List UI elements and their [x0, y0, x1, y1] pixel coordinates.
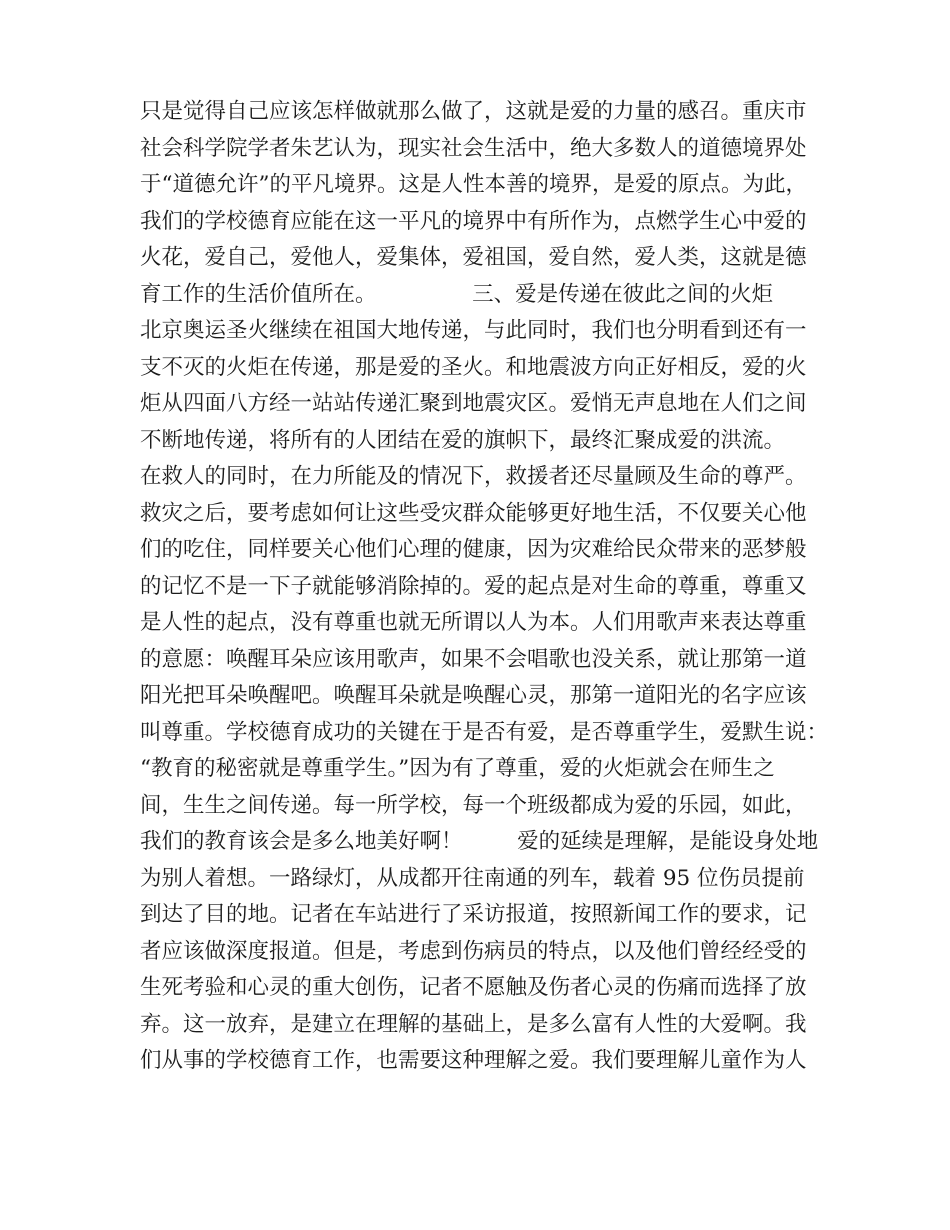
text-line: 于“道德允许”的平凡境界。这是人性本善的境界，是爱的原点。为此，	[140, 172, 807, 197]
text-line: 们从事的学校德育工作，也需要这种理解之爱。我们要理解儿童作为人	[140, 1048, 807, 1073]
text-line: 火花，爱自己，爱他人，爱集体，爱祖国，爱自然，爱人类，这就是德	[140, 245, 807, 270]
text-line: 救灾之后，要考虑如何让这些受灾群众能够更好地生活，不仅要关心他	[140, 500, 807, 526]
text-line: 育工作的生活价值所在。 三、爱是传递在彼此之间的火炬	[140, 281, 774, 307]
text-line: 的记忆不是一下子就能够消除掉的。爱的起点是对生命的尊重，尊重又	[140, 573, 807, 599]
text-line: 我们的学校德育应能在这一平凡的境界中有所作为，点燃学生心中爱的	[140, 208, 807, 234]
text-line: 叫尊重。学校德育成功的关键在于是否有爱，是否尊重学生，爱默生说：	[140, 719, 829, 745]
text-line: 者应该做深度报道。但是，考虑到伤病员的特点，以及他们曾经经受的	[140, 938, 807, 964]
text-line: 我们的教育该会是多么地美好啊！ 爱的延续是理解，是能设身处地	[140, 829, 819, 854]
text-line: 间，生生之间传递。每一所学校，每一个班级都成为爱的乐园，如此，	[140, 792, 807, 818]
text-line: 只是觉得自己应该怎样做就那么做了，这就是爱的力量的感召。重庆市	[140, 99, 807, 124]
text-line: 支不灭的火炬在传递，那是爱的圣火。和地震波方向正好相反，爱的火	[140, 354, 807, 380]
text-line: 社会科学院学者朱艺认为，现实社会生活中，绝大多数人的道德境界处	[140, 135, 807, 161]
text-line: 弃。这一放弃，是建立在理解的基础上，是多么富有人性的大爱啊。我	[140, 1011, 807, 1037]
text-line: 不断地传递，将所有的人团结在爱的旗帜下，最终汇聚成爱的洪流。	[140, 427, 786, 453]
text-line: 到达了目的地。记者在车站进行了采访报道，按照新闻工作的要求，记	[140, 902, 807, 927]
text-line: 在救人的同时，在力所能及的情况下，救援者还尽量顾及生命的尊严。	[140, 464, 807, 489]
text-line: 是人性的起点，没有尊重也就无所谓以人为本。人们用歌声来表达尊重	[140, 610, 807, 635]
text-line: 的意愿：唤醒耳朵应该用歌声，如果不会唱歌也没关系，就让那第一道	[140, 646, 807, 672]
text-line: 北京奥运圣火继续在祖国大地传递，与此同时，我们也分明看到还有一	[140, 318, 807, 343]
text-line: 炬从四面八方经一站站传递汇聚到地震灾区。爱悄无声息地在人们之间	[140, 391, 807, 416]
text-line: 阳光把耳朵唤醒吧。唤醒耳朵就是唤醒心灵，那第一道阳光的名字应该	[140, 683, 807, 708]
text-line: “教育的秘密就是尊重学生。”因为有了尊重，爱的火炬就会在师生之	[140, 756, 775, 781]
body-text	[140, 94, 840, 1080]
text-line: 为别人着想。一路绿灯，从成都开往南通的列车，载着 95 位伤员提前	[140, 865, 805, 891]
text-line: 生死考验和心灵的重大创伤，记者不愿触及伤者心灵的伤痛而选择了放	[140, 975, 807, 1000]
text-line: 们的吃住，同样要关心他们心理的健康，因为灾难给民众带来的恶梦般	[140, 537, 807, 562]
